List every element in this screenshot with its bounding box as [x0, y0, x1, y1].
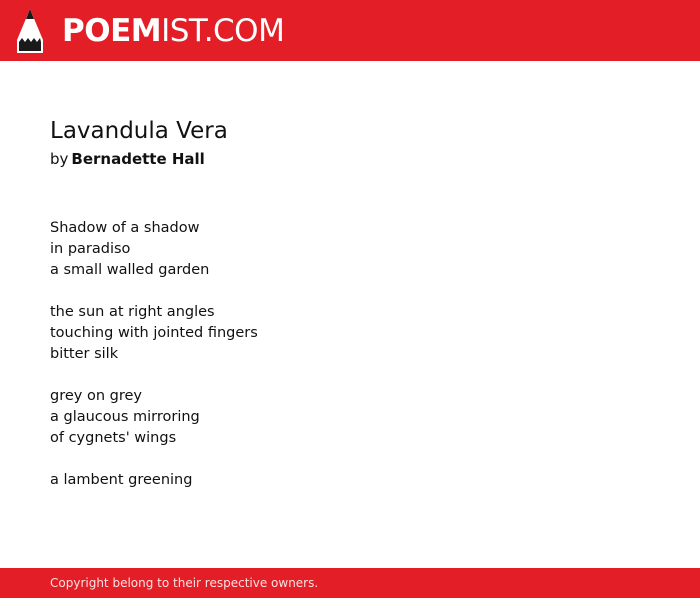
author-name: Bernadette Hall — [71, 150, 205, 168]
poem-line: a glaucous mirroring — [50, 409, 200, 425]
poem-line: a lambent greening — [50, 472, 193, 488]
poem-content — [50, 114, 650, 512]
poem-body — [50, 218, 650, 491]
logo-light-text: IST.COM — [161, 13, 285, 49]
stanza — [50, 470, 650, 491]
logo-bold-text: POEM — [62, 13, 162, 49]
stanza — [50, 302, 650, 365]
site-logo-text — [62, 9, 284, 53]
site-header — [0, 0, 700, 61]
stanza — [50, 386, 650, 449]
byline — [50, 148, 650, 170]
copyright-text: Copyright belong to their respective owners. — [50, 576, 319, 590]
poem-line: in paradiso — [50, 241, 131, 257]
poem-line: a small walled garden — [50, 262, 210, 278]
poem-line: bitter silk — [50, 346, 119, 362]
poem-title: Lavandula Vera — [50, 118, 228, 144]
stanza — [50, 218, 650, 281]
site-footer — [0, 568, 700, 598]
by-label: by — [50, 150, 69, 168]
poem-line: grey on grey — [50, 388, 142, 404]
poem-line: the sun at right angles — [50, 304, 215, 320]
pencil-tip-icon — [16, 9, 44, 53]
site-logo-link[interactable] — [16, 9, 284, 53]
poem-line: Shadow of a shadow — [50, 220, 200, 236]
poem-line: touching with jointed fingers — [50, 325, 258, 341]
poem-line: of cygnets' wings — [50, 430, 177, 446]
